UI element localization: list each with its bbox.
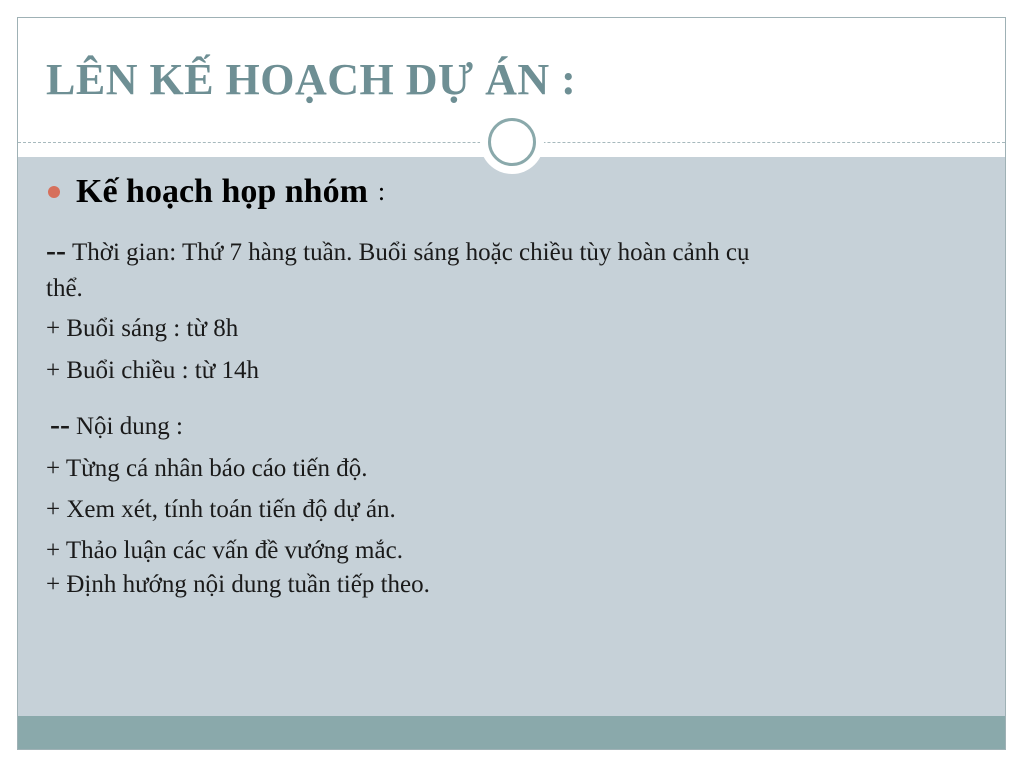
bullet-dot-icon bbox=[48, 186, 60, 198]
circle-ornament-icon bbox=[480, 110, 544, 174]
content-line bbox=[50, 408, 183, 444]
morning-time: + Buổi sáng : từ 8h bbox=[46, 315, 239, 342]
bullet-item bbox=[48, 170, 385, 214]
content-item: + Từng cá nhân báo cáo tiến độ. bbox=[46, 455, 368, 482]
bullet-suffix: : bbox=[377, 177, 386, 206]
content-item: + Xem xét, tính toán tiến độ dự án. bbox=[46, 496, 396, 523]
bullet-heading: Kế hoạch họp nhóm bbox=[76, 173, 368, 210]
time-dash: -- bbox=[46, 234, 66, 267]
footer-bar bbox=[18, 716, 1005, 749]
content-label: Nội dung : bbox=[75, 413, 183, 440]
slide-title: LÊN KẾ HOẠCH DỰ ÁN : bbox=[46, 55, 577, 104]
time-line bbox=[46, 234, 750, 270]
afternoon-time: + Buổi chiều : từ 14h bbox=[46, 357, 260, 384]
content-item: + Định hướng nội dung tuần tiếp theo. bbox=[46, 571, 430, 598]
content-dash: -- bbox=[50, 408, 70, 441]
content-item: + Thảo luận các vấn đề vướng mắc. bbox=[46, 537, 403, 564]
time-line-wrap: thể. bbox=[46, 275, 83, 302]
time-text: Thời gian: Thứ 7 hàng tuần. Buổi sáng hoặc chiều tùy hoàn cảnh cụ bbox=[71, 239, 750, 266]
